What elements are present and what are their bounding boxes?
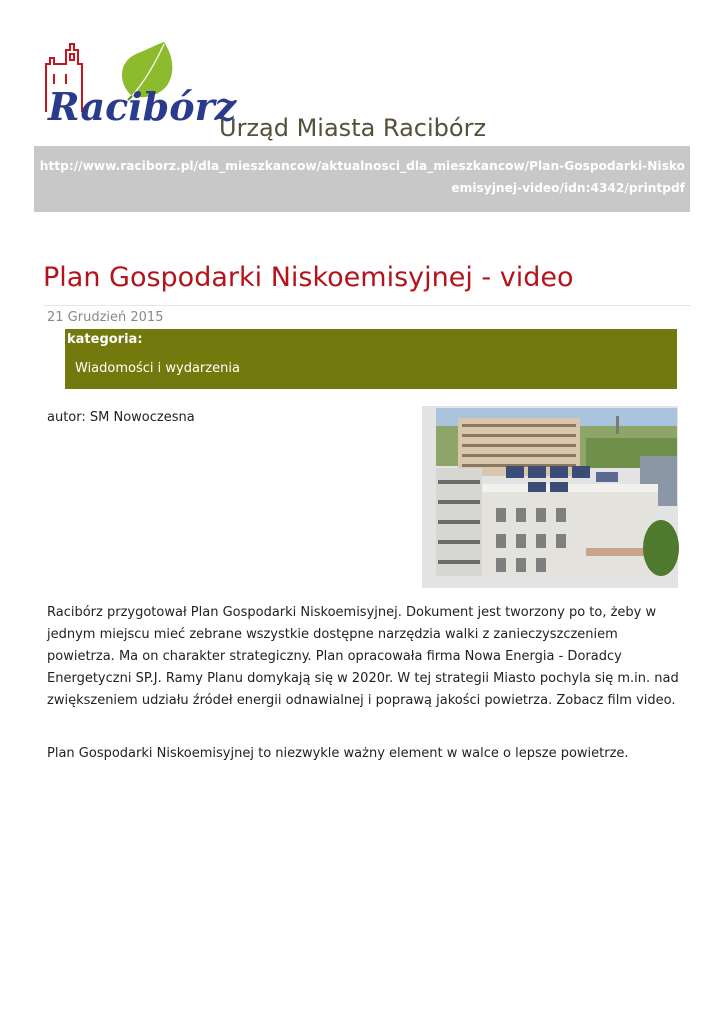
article-author: autor: SM Nowoczesna (47, 410, 195, 425)
article-title: Plan Gospodarki Niskoemisyjnej - video (43, 262, 574, 293)
title-divider (43, 305, 691, 306)
raciborz-logo (40, 40, 237, 132)
article-date: 21 Grudzień 2015 (47, 310, 164, 325)
category-link[interactable]: Wiadomości i wydarzenia (75, 361, 240, 376)
source-url[interactable]: http://www.raciborz.pl/dla_mieszkancow/aktualnosci_dla_mieszkancow/Plan-Gospodarki-Niskoemisyjnej-video/idn:4342/printpdf (34, 146, 690, 212)
article-image (436, 408, 677, 576)
article-paragraph-1: Racibórz przygotował Plan Gospodarki Niskoemisyjnej. Dokument jest tworzony po to, żeby w jednym miejscu mieć zebrane wszystkie dostępne narzędzia walki z zanieczyszczeniem powietrza. Ma on charakter strategiczny. Plan opracowała firma Nowa Energia - Doradcy Energetyczni SP.J. Ramy Planu domykają się w 2020r. W tej strategii Miasto pochyla się m.in. nad zwiększeniem udziału źródeł energii odnawialnej i poprawą jakości powietrza. Zobacz film video. (47, 605, 679, 708)
organization-name: Urząd Miasta Racibórz (219, 114, 487, 142)
category-box (65, 329, 677, 389)
article-image-frame (422, 406, 678, 588)
logo-wordmark: Racibórz (48, 84, 237, 129)
article-paragraph-2: Plan Gospodarki Niskoemisyjnej to niezwykle ważny element w walce o lepsze powietrze. (47, 746, 629, 761)
category-label: kategoria: (67, 332, 143, 347)
